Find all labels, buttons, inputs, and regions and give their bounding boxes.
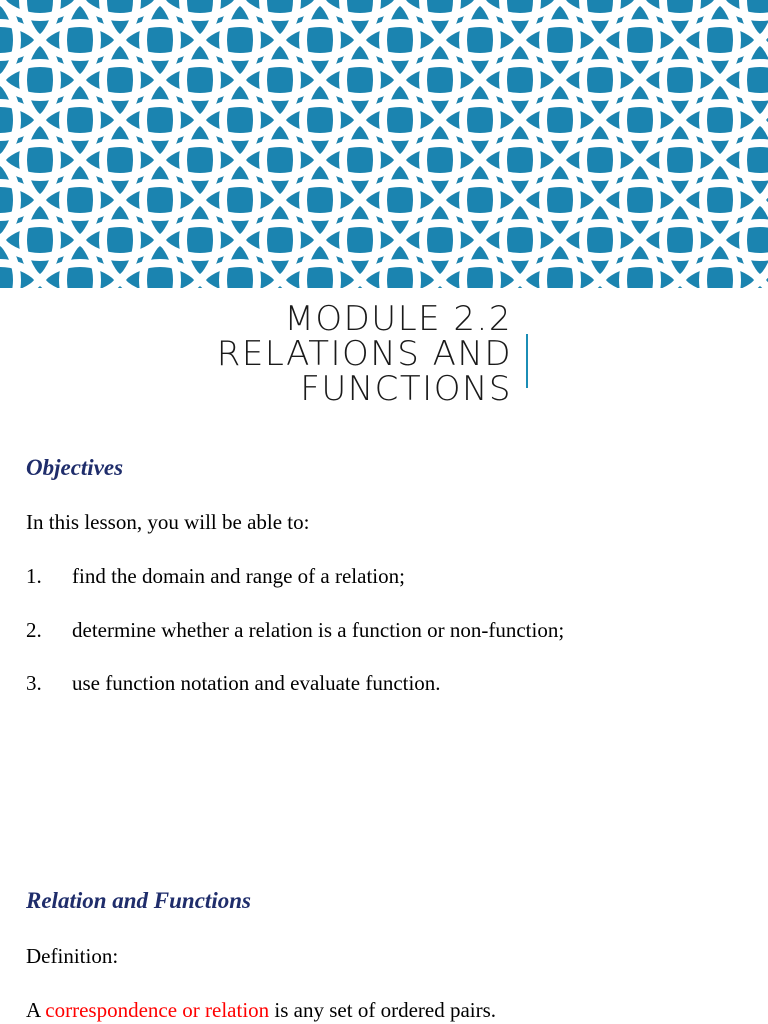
relations-heading: Relation and Functions [26, 888, 251, 913]
definition-prefix: A [26, 998, 46, 1022]
title-accent-bar [526, 334, 528, 388]
objective-number-2: 2. [26, 618, 42, 642]
definition-highlight: correspondence or relation [45, 998, 270, 1022]
definition-suffix: is any set of ordered pairs. [269, 998, 497, 1022]
definition-sentence [26, 998, 496, 1023]
objective-number-3: 3. [26, 671, 42, 695]
decorative-pattern-banner [0, 0, 768, 288]
objective-number-1: 1. [26, 564, 42, 588]
objective-text-3: use function notation and evaluate function. [72, 671, 441, 695]
title-line-1: MODULE 2.2 [284, 299, 512, 339]
definition-label: Definition: [26, 944, 119, 968]
title-line-2: RELATIONS AND [216, 334, 512, 374]
objective-text-2: determine whether a relation is a function or non-function; [72, 618, 565, 642]
page-title [216, 299, 512, 409]
title-line-3: FUNCTIONS [300, 369, 512, 409]
objectives-heading: Objectives [26, 455, 124, 480]
objective-text-1: find the domain and range of a relation; [72, 564, 405, 588]
objectives-intro: In this lesson, you will be able to: [26, 510, 310, 534]
